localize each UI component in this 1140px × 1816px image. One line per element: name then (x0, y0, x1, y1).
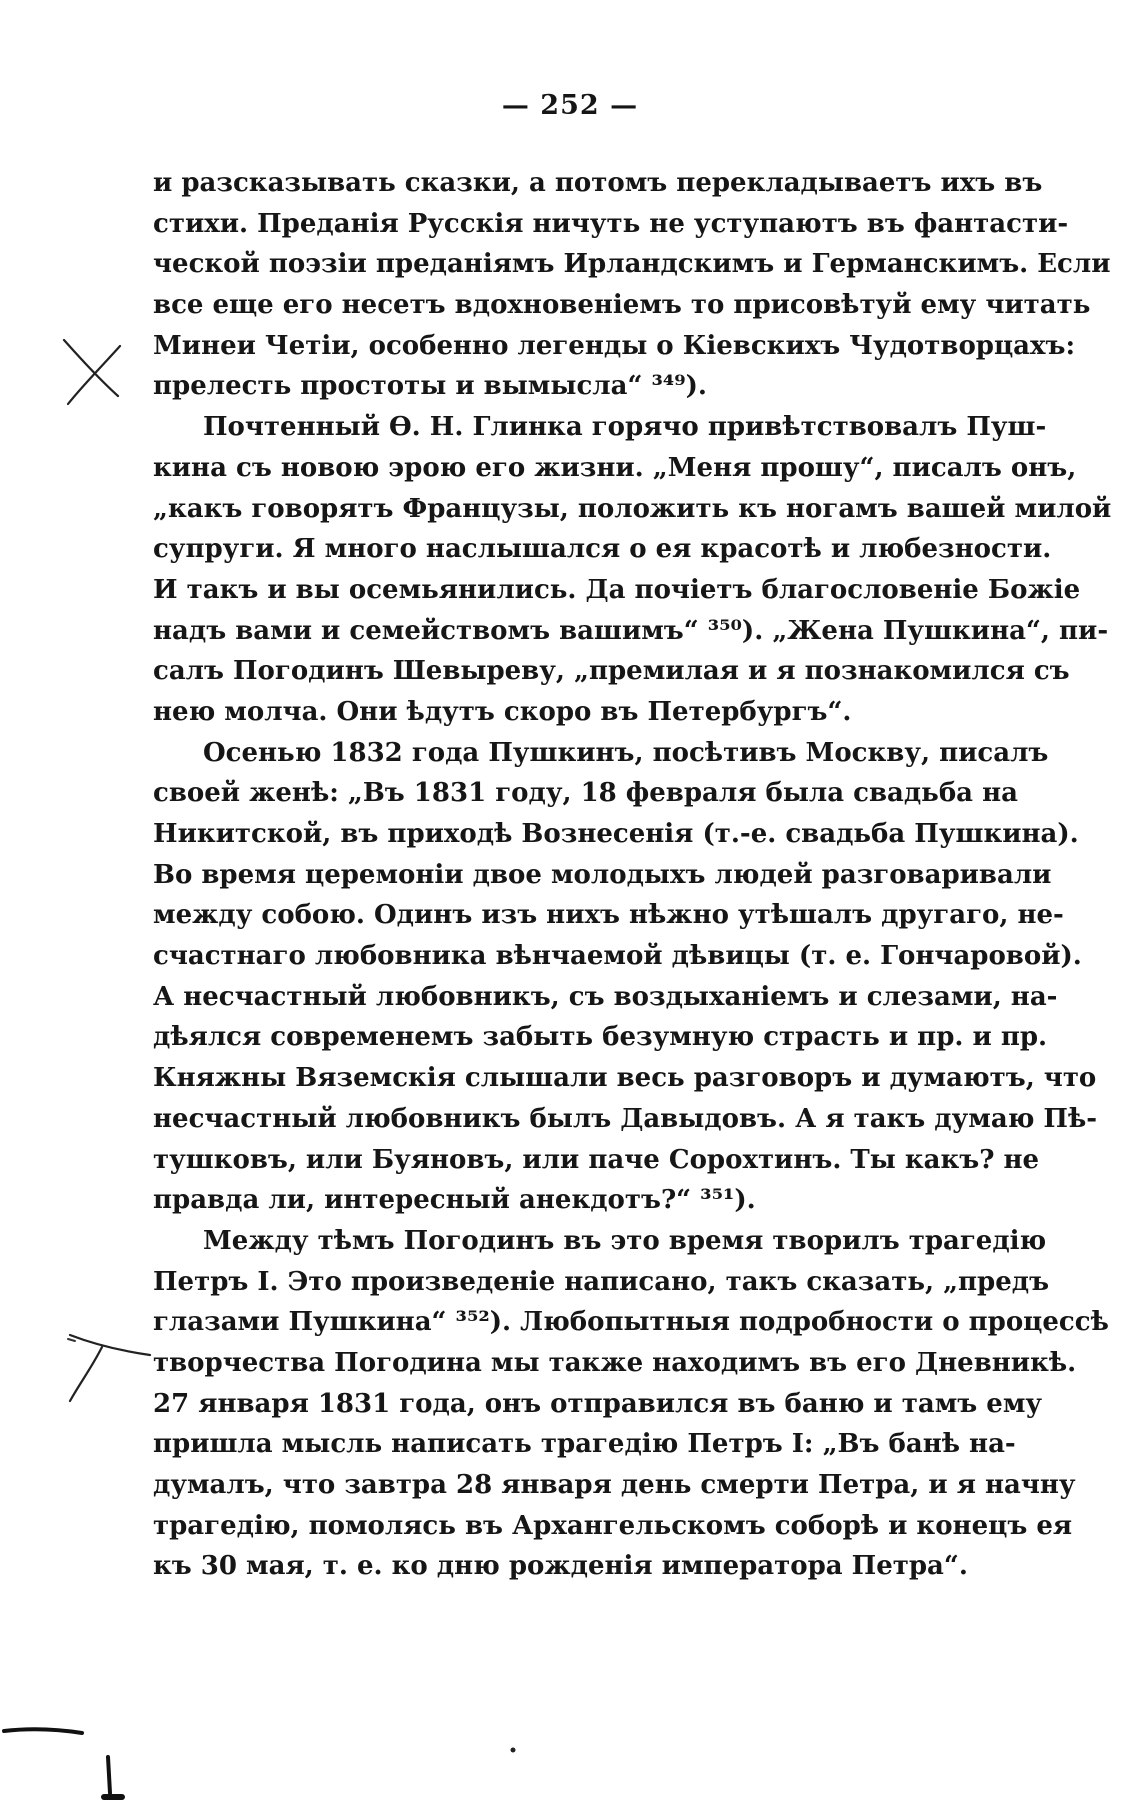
text-line: Почтенный Ѳ. Н. Глинка горячо привѣтствовалъ Пуш- (203, 412, 1047, 443)
text-line: трагедію, помолясь въ Архангельскомъ соборѣ и конецъ ея (153, 1510, 1073, 1541)
margin-cross-mark (58, 330, 128, 410)
text-line: Осенью 1832 года Пушкинъ, посѣтивъ Москву, писалъ (203, 737, 1049, 768)
text-line: несчастный любовникъ былъ Давыдовъ. А я такъ думаю Пѣ- (153, 1103, 1098, 1134)
text-line: между собою. Одинъ изъ нихъ нѣжно утѣшалъ другаго, не- (153, 900, 1064, 931)
text-line: Между тѣмъ Погодинъ въ это время творилъ трагедію (203, 1225, 1047, 1256)
text-line: И такъ и вы осемьянились. Да почіетъ благословеніе Божіе (153, 574, 1081, 605)
text-line: пришла мысль написать трагедію Петръ I: „Въ банѣ на- (153, 1429, 1016, 1460)
text-line: ческой поэзіи преданіямъ Ирландскимъ и Германскимъ. Если (153, 249, 1111, 280)
text-line: кина съ новою эрою его жизни. „Меня прошу“, писалъ онъ, (153, 452, 1077, 483)
paragraph (153, 1221, 1109, 1587)
text-line: Княжны Вяземскія слышали весь разговоръ и думаютъ, что (153, 1063, 1097, 1094)
text-line: Петръ I. Это произведеніе написано, такъ сказать, „предъ (153, 1266, 1050, 1297)
paragraph (153, 733, 1098, 1221)
text-line: счастнаго любовника вѣнчаемой дѣвицы (т. е. Гончаровой). (153, 941, 1082, 972)
paragraph (153, 407, 1112, 733)
text-line: супруги. Я много наслышался о ея красотѣ и любезности. (153, 534, 1052, 565)
margin-dot (66, 1333, 80, 1347)
text-line: прелесть простоты и вымысла“ ³⁴⁹). (153, 371, 707, 402)
text-line: надъ вами и семействомъ вашимъ“ ³⁵⁰). „Жена Пушкина“, пи- (153, 615, 1109, 646)
paragraph (153, 163, 1111, 407)
text-line: 27 января 1831 года, онъ отправился въ баню и тамъ ему (153, 1388, 1043, 1419)
text-line: все еще его несетъ вдохновеніемъ то присовѣтуй ему читать (153, 290, 1091, 321)
text-line: Во время церемоніи двое молодыхъ людей разговаривали (153, 859, 1052, 890)
text-line: творчества Погодина мы также находимъ въ его Дневникѣ. (153, 1347, 1077, 1378)
text-line: и разсказывать сказки, а потомъ перекладываетъ ихъ въ (153, 168, 1043, 198)
text-line: „какъ говорятъ Французы, положить къ ногамъ вашей милой (153, 493, 1112, 524)
text-line: нею молча. Они ѣдутъ скоро въ Петербургъ“. (153, 696, 852, 727)
body-text (153, 163, 1112, 1587)
text-line: Никитской, въ приходѣ Вознесенія (т.-е. свадьба Пушкина). (153, 819, 1079, 849)
text-line: своей женѣ: „Въ 1831 году, 18 февраля была свадьба на (153, 778, 1018, 809)
text-line: къ 30 мая, т. е. ко дню рожденія императора Петра“. (153, 1551, 968, 1582)
text-line: салъ Погодинъ Шевыреву, „премилая и я познакомился съ (153, 656, 1070, 687)
bottom-dot (508, 1745, 518, 1755)
page-number: — 252 — (501, 90, 639, 121)
bottom-ink-smudge (0, 1715, 150, 1815)
text-line: глазами Пушкина“ ³⁵²). Любопытныя подробности о процессѣ (153, 1307, 1109, 1338)
text-line: А несчастный любовникъ, съ воздыханіемъ и слезами, на- (153, 981, 1058, 1012)
text-line: правда ли, интересный анекдотъ?“ ³⁵¹). (153, 1185, 756, 1216)
text-line: стихи. Преданія Русскія ничуть не уступаютъ въ фантасти- (153, 208, 1069, 239)
text-line: Минеи Четіи, особенно легенды о Кіевскихъ Чудотворцахъ: (153, 330, 1076, 361)
text-line: тушковъ, или Буяновъ, или паче Сорохтинъ. Ты какъ? не (153, 1144, 1040, 1175)
text-line: дѣялся современемъ забыть безумную страсть и пр. и пр. (153, 1022, 1048, 1053)
text-line: думалъ, что завтра 28 января день смерти Петра, и я начну (153, 1470, 1076, 1500)
